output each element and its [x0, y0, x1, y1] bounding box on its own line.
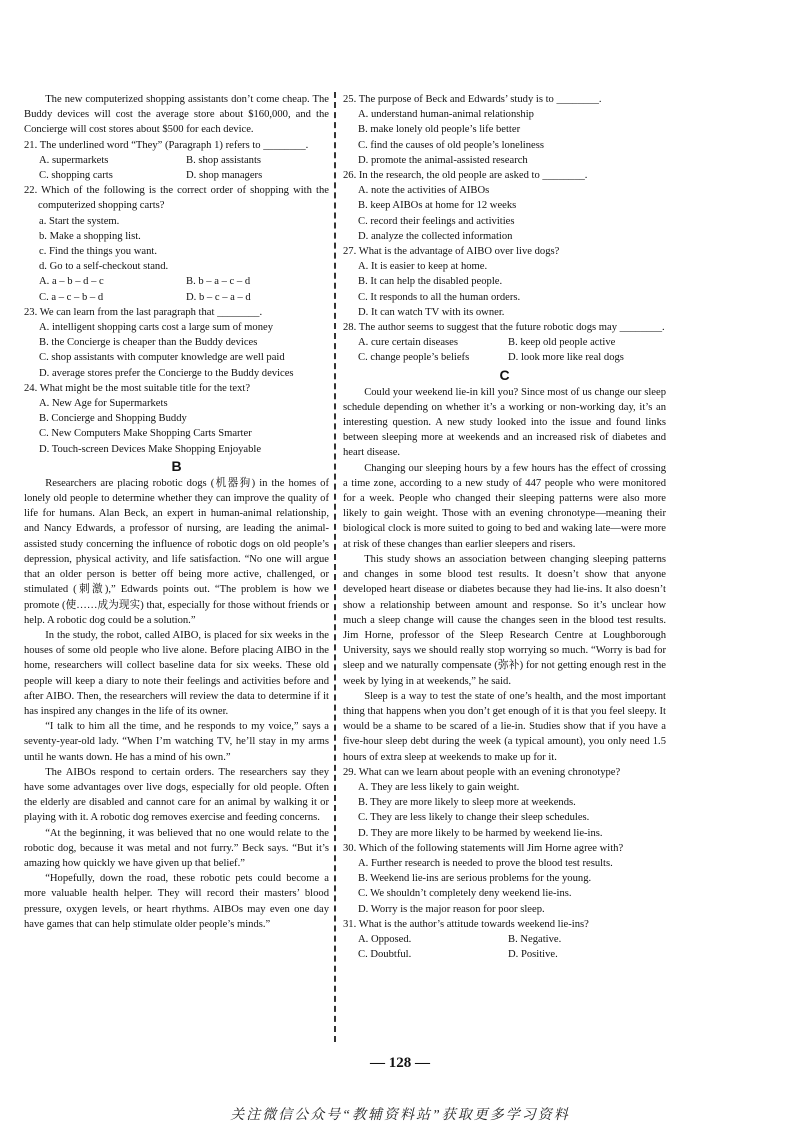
option-d: D. promote the animal-assisted research: [358, 154, 528, 166]
option-d: D. average stores prefer the Concierge to the Buddy devices: [39, 367, 294, 379]
question-21: [24, 138, 329, 184]
option-a: A. New Age for Supermarkets: [39, 398, 168, 410]
question-30: [343, 841, 666, 917]
passage-c-paragraph: Sleep is a way to test the state of one’s health, and the most important thing that happens when you don’t get enough of it is that you feel sleepy. It would be a shame to be scared of a lie-in. Studies show that if you have a five-hour sleep debt during the week (a typical amount), you only need 1.5 hours of extra sleep at weekends to make up for it.: [343, 690, 666, 763]
option-b: B. shop assistants: [186, 154, 262, 166]
question-stem: 29. What can we learn about people with an evening chronotype?: [343, 766, 621, 778]
option-d: D. Worry is the major reason for poor sleep.: [358, 903, 545, 915]
passage-c-paragraph: Could your weekend lie-in kill you? Since most of us change our sleep schedule depending on whether it’s a working or non-working day, it’s an interesting question. A new study looked into the issue and found links between sleeping more at weekends and an increased risk of diabetes and heart disease.: [343, 386, 666, 459]
passage-b-paragraph: The AIBOs respond to certain orders. The researchers say they have some advantages over live dogs, especially for old people. Often the elderly are disabled and cannot care for an animal by walking it or playing with it. A robotic dog removes exercise and feeding concerns.: [24, 766, 329, 824]
passage-b-paragraph: Researchers are placing robotic dogs (机器狗) in the homes of lonely old people to determine whether they can improve the quality of life for humans. Alan Beck, an expert in human-animal relationship, and Nancy Edwards, a professor of nursing, are leading the animal-assisted study concerning the influence of robotic dogs on old people’s depression, physical activity, and life satisfaction. “No one will argue that an older person is better off being more active, challenged, or stimulated (刺激),” Edwards points out. “The problem is how we promote (使……成为现实) that, especially for those without friends or help. A robotic dog could be a solution.”: [24, 477, 329, 626]
option-c: C. It responds to all the human orders.: [358, 291, 521, 303]
option-c: C. We shouldn’t completely deny weekend lie-ins.: [358, 888, 572, 900]
page-number: — 128 —: [370, 1055, 430, 1071]
option-d: D. look more like real dogs: [508, 352, 624, 364]
option-a: A. Opposed.: [358, 933, 412, 945]
step-d: d. Go to a self-checkout stand.: [39, 261, 169, 273]
options-row: [24, 290, 329, 305]
option-c: C. Doubtful.: [358, 949, 412, 961]
option-c: C. New Computers Make Shopping Carts Smarter: [39, 428, 252, 440]
question-stem: 28. The author seems to suggest that the future robotic dogs may ________.: [343, 322, 665, 334]
option-a: A. cure certain diseases: [358, 337, 459, 349]
options-row: [24, 274, 329, 289]
option-b: B. the Concierge is cheaper than the Buddy devices: [39, 337, 258, 349]
option-d: D. analyze the collected information: [358, 230, 513, 242]
option-a: A. intelligent shopping carts cost a large sum of money: [39, 322, 273, 334]
option-a: A. note the activities of AIBOs: [358, 185, 490, 197]
option-b: B. They are more likely to sleep more at weekends.: [358, 797, 576, 809]
question-31: [343, 917, 666, 963]
passage-b-paragraph: “I talk to him all the time, and he responds to my voice,” says a seventy-year-old lady. “When I’m watching TV, he’ll stay in my arms until he wants down. He has a mind of his own.”: [24, 721, 329, 763]
question-stem: 30. Which of the following statements will Jim Horne agree with?: [343, 842, 624, 854]
option-b: B. Concierge and Shopping Buddy: [39, 413, 187, 425]
option-b: B. It can help the disabled people.: [358, 276, 503, 288]
step-c: c. Find the things you want.: [39, 246, 157, 258]
right-column: [343, 92, 666, 962]
option-b: B. keep AIBOs at home for 12 weeks: [358, 200, 517, 212]
options-row: [343, 350, 666, 365]
option-c: C. find the causes of old people’s loneliness: [358, 139, 544, 151]
option-b: B. Weekend lie-ins are serious problems for the young.: [358, 873, 592, 885]
option-b: B. Negative.: [508, 933, 562, 945]
option-c: C. They are less likely to change their sleep schedules.: [358, 812, 590, 824]
option-a: A. supermarkets: [39, 154, 109, 166]
options-row: [24, 153, 329, 168]
question-29: [343, 765, 666, 841]
option-d: D. Positive.: [508, 949, 558, 961]
passage-a-last-paragraph: The new computerized shopping assistants don’t come cheap. The Buddy devices will cost the average store about $160,000, and the Concierge will cost stores about $500 for each device.: [24, 94, 329, 136]
option-c: C. a – c – b – d: [39, 291, 104, 303]
question-stem: 26. In the research, the old people are asked to ________.: [343, 170, 588, 182]
question-stem: 27. What is the advantage of AIBO over live dogs?: [343, 246, 560, 258]
question-stem: 31. What is the author’s attitude towards weekend lie-ins?: [343, 918, 589, 930]
step-a: a. Start the system.: [39, 215, 120, 227]
option-b: B. b – a – c – d: [186, 276, 251, 288]
footer-note: 关注微信公众号“教辅资料站”获取更多学习资料: [230, 1108, 570, 1123]
question-stem: 25. The purpose of Beck and Edwards’ study is to ________.: [343, 94, 602, 105]
options-row: [343, 932, 666, 947]
option-a: A. Further research is needed to prove the blood test results.: [358, 857, 613, 869]
option-a: A. understand human-animal relationship: [358, 109, 534, 121]
option-d: D. It can watch TV with its owner.: [358, 306, 505, 318]
options-row: [343, 947, 666, 962]
question-23: [24, 305, 329, 381]
question-stem: 22. Which of the following is the correct order of shopping with the computerized shopping carts?: [24, 185, 329, 212]
question-24: [24, 381, 329, 457]
question-25: [343, 92, 666, 168]
option-c: C. shopping carts: [39, 170, 113, 182]
step-b: b. Make a shopping list.: [39, 230, 141, 242]
options-row: [24, 168, 329, 183]
option-c: C. change people’s beliefs: [358, 352, 470, 364]
option-c: C. shop assistants with computer knowledge are well paid: [39, 352, 285, 364]
option-b: B. make lonely old people’s life better: [358, 124, 521, 136]
options-row: [343, 335, 666, 350]
option-a: A. It is easier to keep at home.: [358, 261, 488, 273]
question-26: [343, 168, 666, 244]
passage-c-paragraph: This study shows an association between changing sleeping patterns and changes in some blood test results. It doesn’t show that anyone developed heart disease or diabetes because they had lie-ins. It also doesn’t show a relationship between amount and response. So it’s unclear how much a sleep change will cause the changes seen in the blood test results. Jim Horne, professor of the Sleep Research Centre at Loughborough University, says we should really stop worrying so much. “Worry is bad for sleep and we naturally compensate (弥补) for not getting enough rest in the week by lying in at weekends,” he said.: [343, 553, 666, 687]
option-a: A. They are less likely to gain weight.: [358, 781, 520, 793]
option-c: C. record their feelings and activities: [358, 215, 515, 227]
option-d: D. They are more likely to be harmed by weekend lie-ins.: [358, 827, 603, 839]
option-d: D. shop managers: [186, 170, 263, 182]
question-stem: 24. What might be the most suitable title for the text?: [24, 382, 251, 394]
section-heading-c: C: [499, 366, 510, 383]
question-27: [343, 244, 666, 320]
question-stem: 21. The underlined word “They” (Paragraph 1) refers to ________.: [24, 139, 309, 151]
question-stem: 23. We can learn from the last paragraph that ________.: [24, 306, 263, 318]
question-22: [24, 183, 329, 305]
passage-b-paragraph: “Hopefully, down the road, these robotic pets could become a more valuable health helper. They will record their masters’ blood pressure, oxygen levels, or heart rhythms. AIBOs may even one day have games that can help stimulate older people’s minds.”: [24, 873, 329, 930]
option-a: A. a – b – d – c: [39, 276, 104, 288]
column-divider: [334, 92, 336, 1042]
left-column: [24, 92, 329, 932]
option-d: D. Touch-screen Devices Make Shopping Enjoyable: [39, 443, 262, 455]
passage-c-paragraph: Changing our sleeping hours by a few hours has the effect of crossing a time zone, according to a new study of 447 people who were monitored for a week. People who changed their sleeping patterns were also more likely to gain weight. Those with an evening chronotype—meaning their biological clock is more suited to going to bed and waking late—were more at risk of these changes than earlier sleepers and risers.: [343, 462, 666, 550]
question-28: [343, 320, 666, 366]
passage-b-paragraph: “At the beginning, it was believed that no one would relate to the robotic dog, because it was metal and not furry.” Beck says. “But it’s amazing how quickly we have given up that belief.”: [24, 827, 329, 869]
passage-b-paragraph: In the study, the robot, called AIBO, is placed for six weeks in the houses of some old people who live alone. Before placing AIBO in the home, researchers will collect baseline data for six weeks. These old people will keep a diary to note their feelings and activities before and after AIBO. Then, the researchers will review the data to determine if it has inspired any changes in the life of its owner.: [24, 629, 329, 717]
option-b: B. keep old people active: [508, 337, 616, 349]
section-heading-b: B: [171, 457, 182, 474]
option-d: D. b – c – a – d: [186, 291, 251, 303]
